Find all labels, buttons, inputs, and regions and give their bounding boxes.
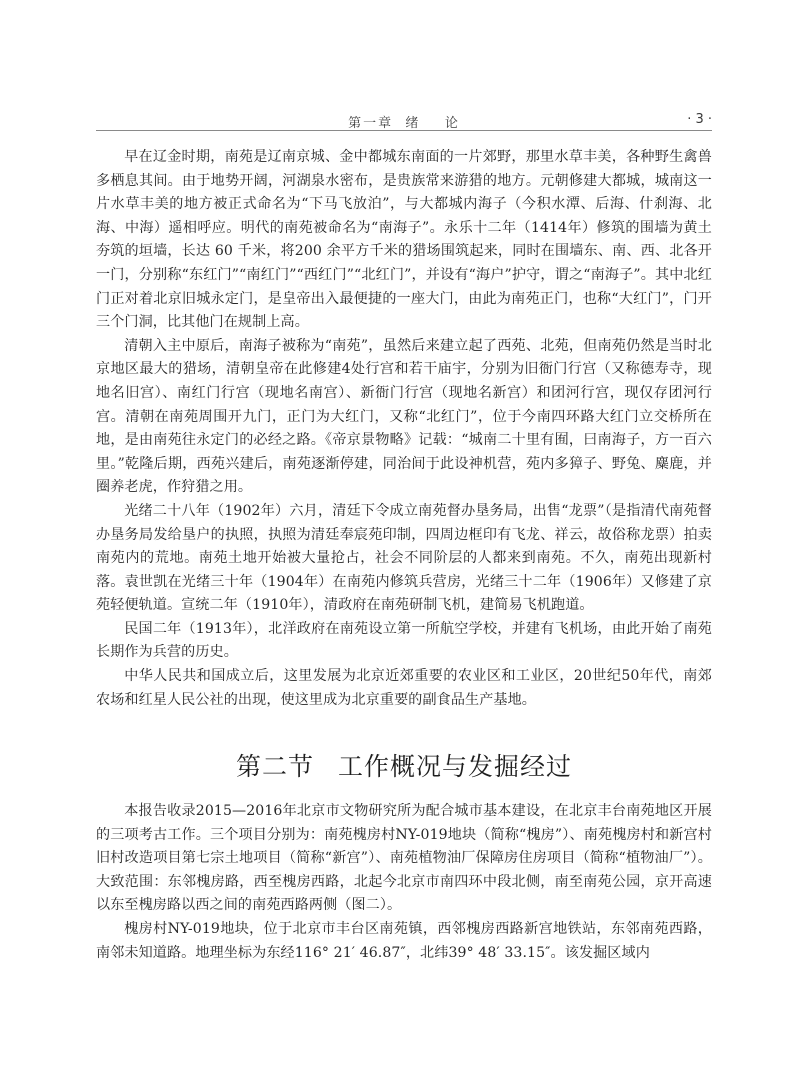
- work-overview-text-block: [96, 800, 712, 965]
- chapter-title: 第一章 绪 论: [348, 116, 460, 131]
- paragraph-minguo: 民国二年（1913年），北洋政府在南苑设立第一所航空学校，并建有飞机场，由此开始了南苑长期作为兵营的历史。: [96, 620, 712, 661]
- paragraph-overview: 本报告收录2015—2016年北京市文物研究所为配合城市基本建设，在北京丰台南苑地区开展的三项考古工作。三个项目分别为：南苑槐房村NY-019地块（简称“槐房”）、南苑槐房村和新宫村旧村改造项目第七宗土地项目（简称“新宫”）、南苑植物油厂保障房住房项目（简称“植物油厂”）。大致范围：东邻槐房路，西至槐房西路，北起今北京市南四环中段北侧，南至南苑公园，京开高速以东至槐房路以西之间的南苑西路两侧（图二）。: [96, 803, 712, 914]
- page-number: · 3 ·: [687, 112, 712, 127]
- paragraph-liao-jin: 早在辽金时期，南苑是辽南京城、金中都城东南面的一片郊野，那里水草丰美，各种野生禽兽多栖息其间。由于地势开阔，河湖泉水密布，是贵族常来游猎的地方。元朝修建大都城，城南这一片水草丰美的地方被正式命名为“下马飞放泊”，与大都城内海子（今积水潭、后海、什刹海、北海、中海）遥相呼应。明代的南苑被命名为“南海子”。永乐十二年（1414年）修筑的围墙为黄土夯筑的垣墙，长达 60 千米，将200 余平方千米的猎场围筑起来，同时在围墙东、南、西、北各开一门，分别称“东红门”“南红门”“西红门”“北红门”，并设有“海户”护守，谓之“南海子”。其中北红门正对着北京旧城永定门，是皇帝出入最便捷的一座大门，由此为南苑正门，也称“大红门”，门开三个门洞，比其他门在规制上高。: [96, 149, 712, 331]
- section-number: 第二节: [235, 752, 314, 781]
- paragraph-guangxu: 光绪二十八年（1902年）六月，清廷下令成立南苑督办垦务局，出售“龙票”（是指清代南苑督办垦务局发给垦户的执照，执照为清廷奉宸苑印制，四周边框印有飞龙、祥云，故俗称龙票）拍卖南苑内的荒地。南苑土地开始被大量抢占，社会不同阶层的人都来到南苑。不久，南苑出现新村落。袁世凯在光绪三十年（1904年）在南苑内修筑兵营房，光绪三十二年（1906年）又修建了京苑轻便轨道。宣统二年（1910年），清政府在南苑研制飞机，建简易飞机跑道。: [96, 502, 712, 614]
- section-title-text: 工作概况与发掘经过: [338, 752, 573, 781]
- running-header: [96, 108, 712, 131]
- paragraph-huaifang: 槐房村NY-019地块，位于北京市丰台区南苑镇，西邻槐房西路新宫地铁站，东邻南苑西路，南邻未知道路。地理坐标为东经116° 21′ 46.87″，北纬39° 48′ 33.15″。该发掘区域内: [96, 920, 712, 961]
- section-heading: [96, 747, 712, 783]
- paragraph-qing: 清朝入主中原后，南海子被称为“南苑”，虽然后来建立起了西苑、北苑，但南苑仍然是当时北京地区最大的猎场，清朝皇帝在此修建4处行宫和若干庙宇，分别为旧衙门行宫（又称德寿寺，现地名旧宫）、南红门行宫（现地名南宫）、新衙门行宫（现地名新宫）和团河行宫，现仅存团河行宫。清朝在南苑周围开九门，正门为大红门，又称“北红门”，位于今南四环路大红门立交桥所在地，是由南苑往永定门的必经之路。《帝京景物略》记载：“城南二十里有囿，曰南海子，方一百六里。”乾隆后期，西苑兴建后，南苑逐渐停建，同治间于此设神机营，苑内多獐子、野兔、麋鹿，并圈养老虎，作狩猎之用。: [96, 337, 712, 496]
- paragraph-prc: 中华人民共和国成立后，这里发展为北京近郊重要的农业区和工业区，20世纪50年代，南郊农场和红星人民公社的出现，使这里成为北京重要的副食品生产基地。: [96, 668, 712, 708]
- history-text-block: [96, 146, 712, 712]
